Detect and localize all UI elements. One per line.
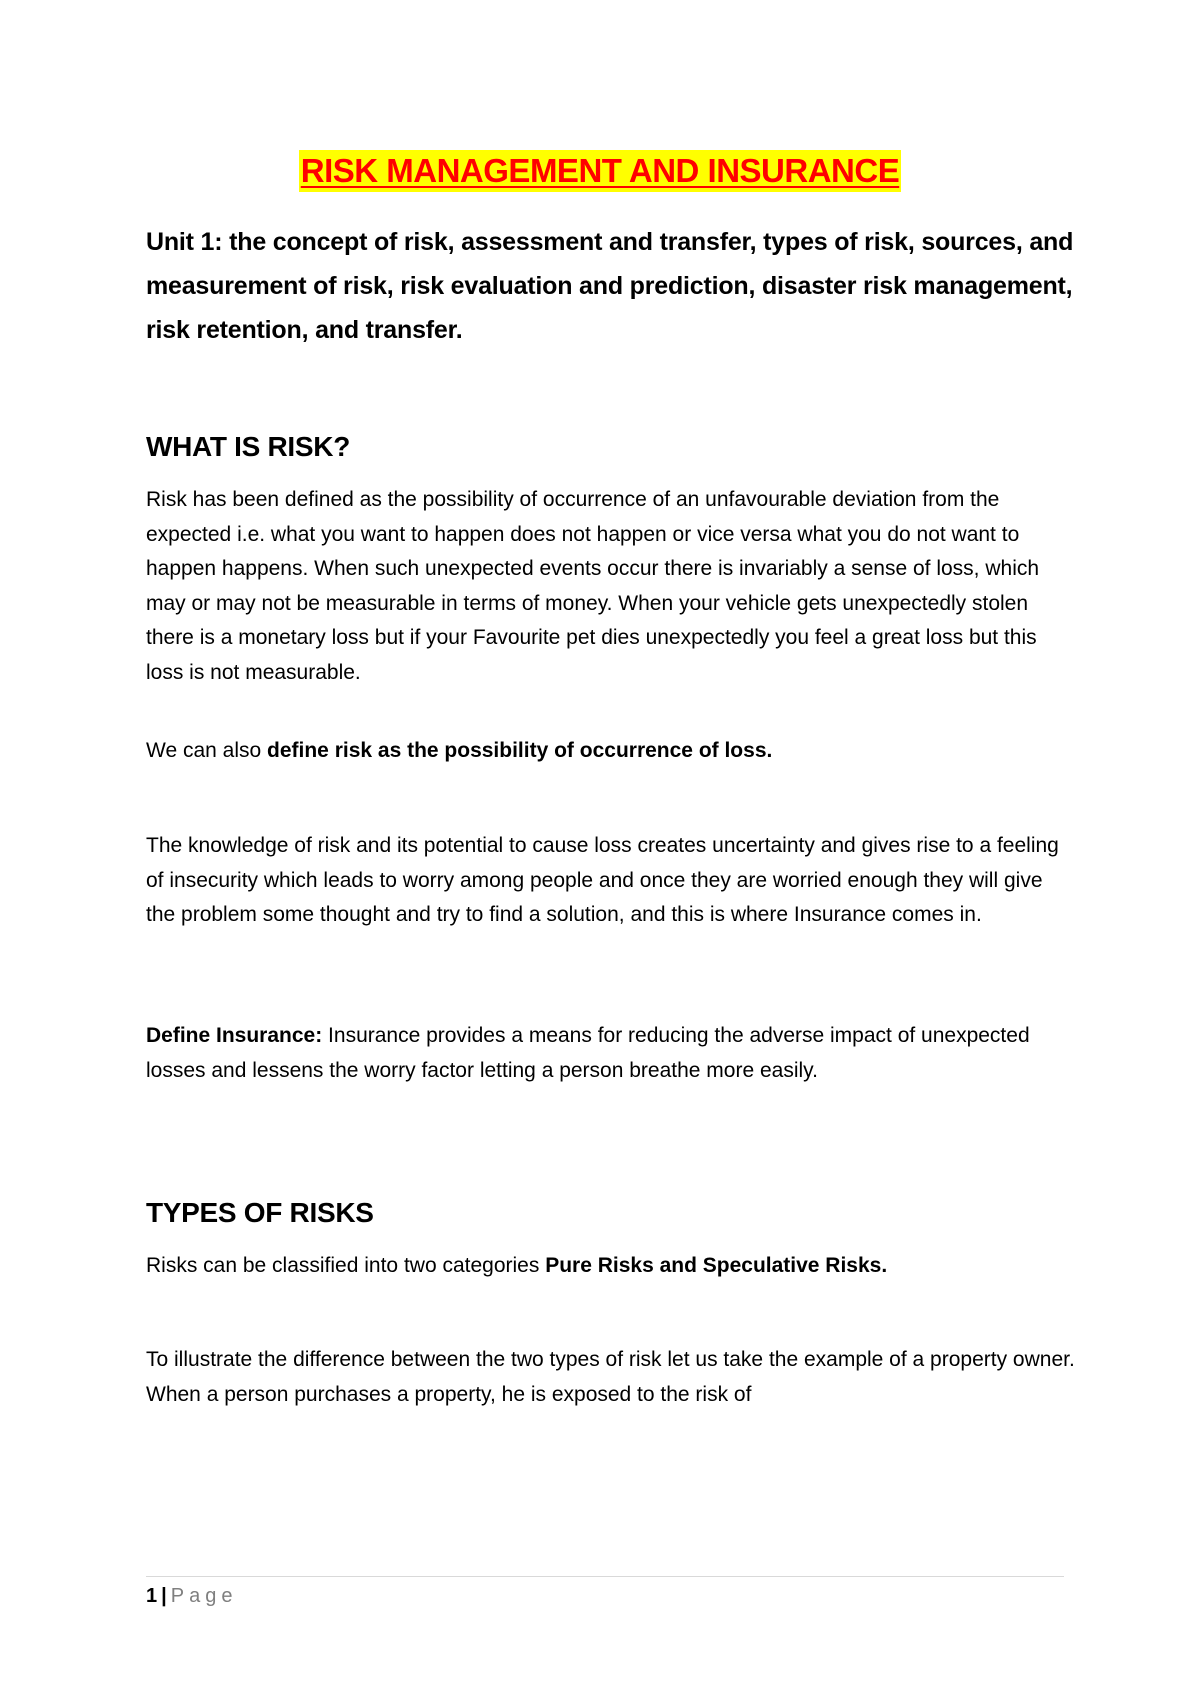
heading-what-is-risk: WHAT IS RISK? [146, 431, 351, 462]
paragraph-property-example: To illustrate the difference between the two types of risk let us take the example of a property owner. When a person purchases a property, he is exposed to the risk of [146, 1348, 1075, 1406]
unit-intro: Unit 1: the concept of risk, assessment and transfer, types of risk, sources, and measurement of risk, risk evaluation and prediction, disaster risk management, risk retention, and transfer. [146, 228, 1074, 344]
page-number: 1 [146, 1585, 158, 1607]
paragraph-text: We can also [146, 739, 268, 762]
paragraph-uncertainty: The knowledge of risk and its potential to cause loss creates uncertainty and gives rise to a feeling of insecurity which leads to worry among people and once they are worried enough they will give the problem some thought and try to find a solution, and this is where Insurance comes in. [146, 834, 1059, 927]
paragraph-risk-loss [146, 734, 1076, 769]
heading-types-of-risks: TYPES OF RISKS [146, 1197, 374, 1228]
paragraph-text: Insurance provides a means for reducing the adverse impact of unexpected losses and lessens the worry factor letting a person breathe more easily. [146, 1024, 1030, 1082]
page-footer [146, 1582, 237, 1610]
page-label: Page [170, 1585, 238, 1607]
footer-separator: | [161, 1585, 167, 1607]
paragraph-text: Risks can be classified into two categories [146, 1254, 546, 1277]
document-title: RISK MANAGEMENT AND INSURANCE [299, 150, 901, 192]
bold-categories: Pure Risks and Speculative Risks. [545, 1254, 888, 1277]
paragraph-define-insurance [146, 1019, 1076, 1088]
footer-divider [146, 1576, 1064, 1577]
paragraph-risk-definition: Risk has been defined as the possibility of occurrence of an unfavourable deviation from the expected i.e. what you want to happen does not happen or vice versa what you do not want to happen happens. When such unexpected events occur there is invariably a sense of loss, which may or may not be measurable in terms of money. When your vehicle gets unexpectedly stolen there is a monetary loss but if your Favourite pet dies unexpectedly you feel a great loss but this loss is not measurable. [146, 488, 1040, 684]
title-wrapper [0, 150, 1200, 192]
paragraph-risk-categories [146, 1249, 1076, 1284]
bold-term: Define Insurance: [146, 1024, 323, 1047]
bold-definition: define risk as the possibility of occurrence of loss. [267, 739, 773, 762]
